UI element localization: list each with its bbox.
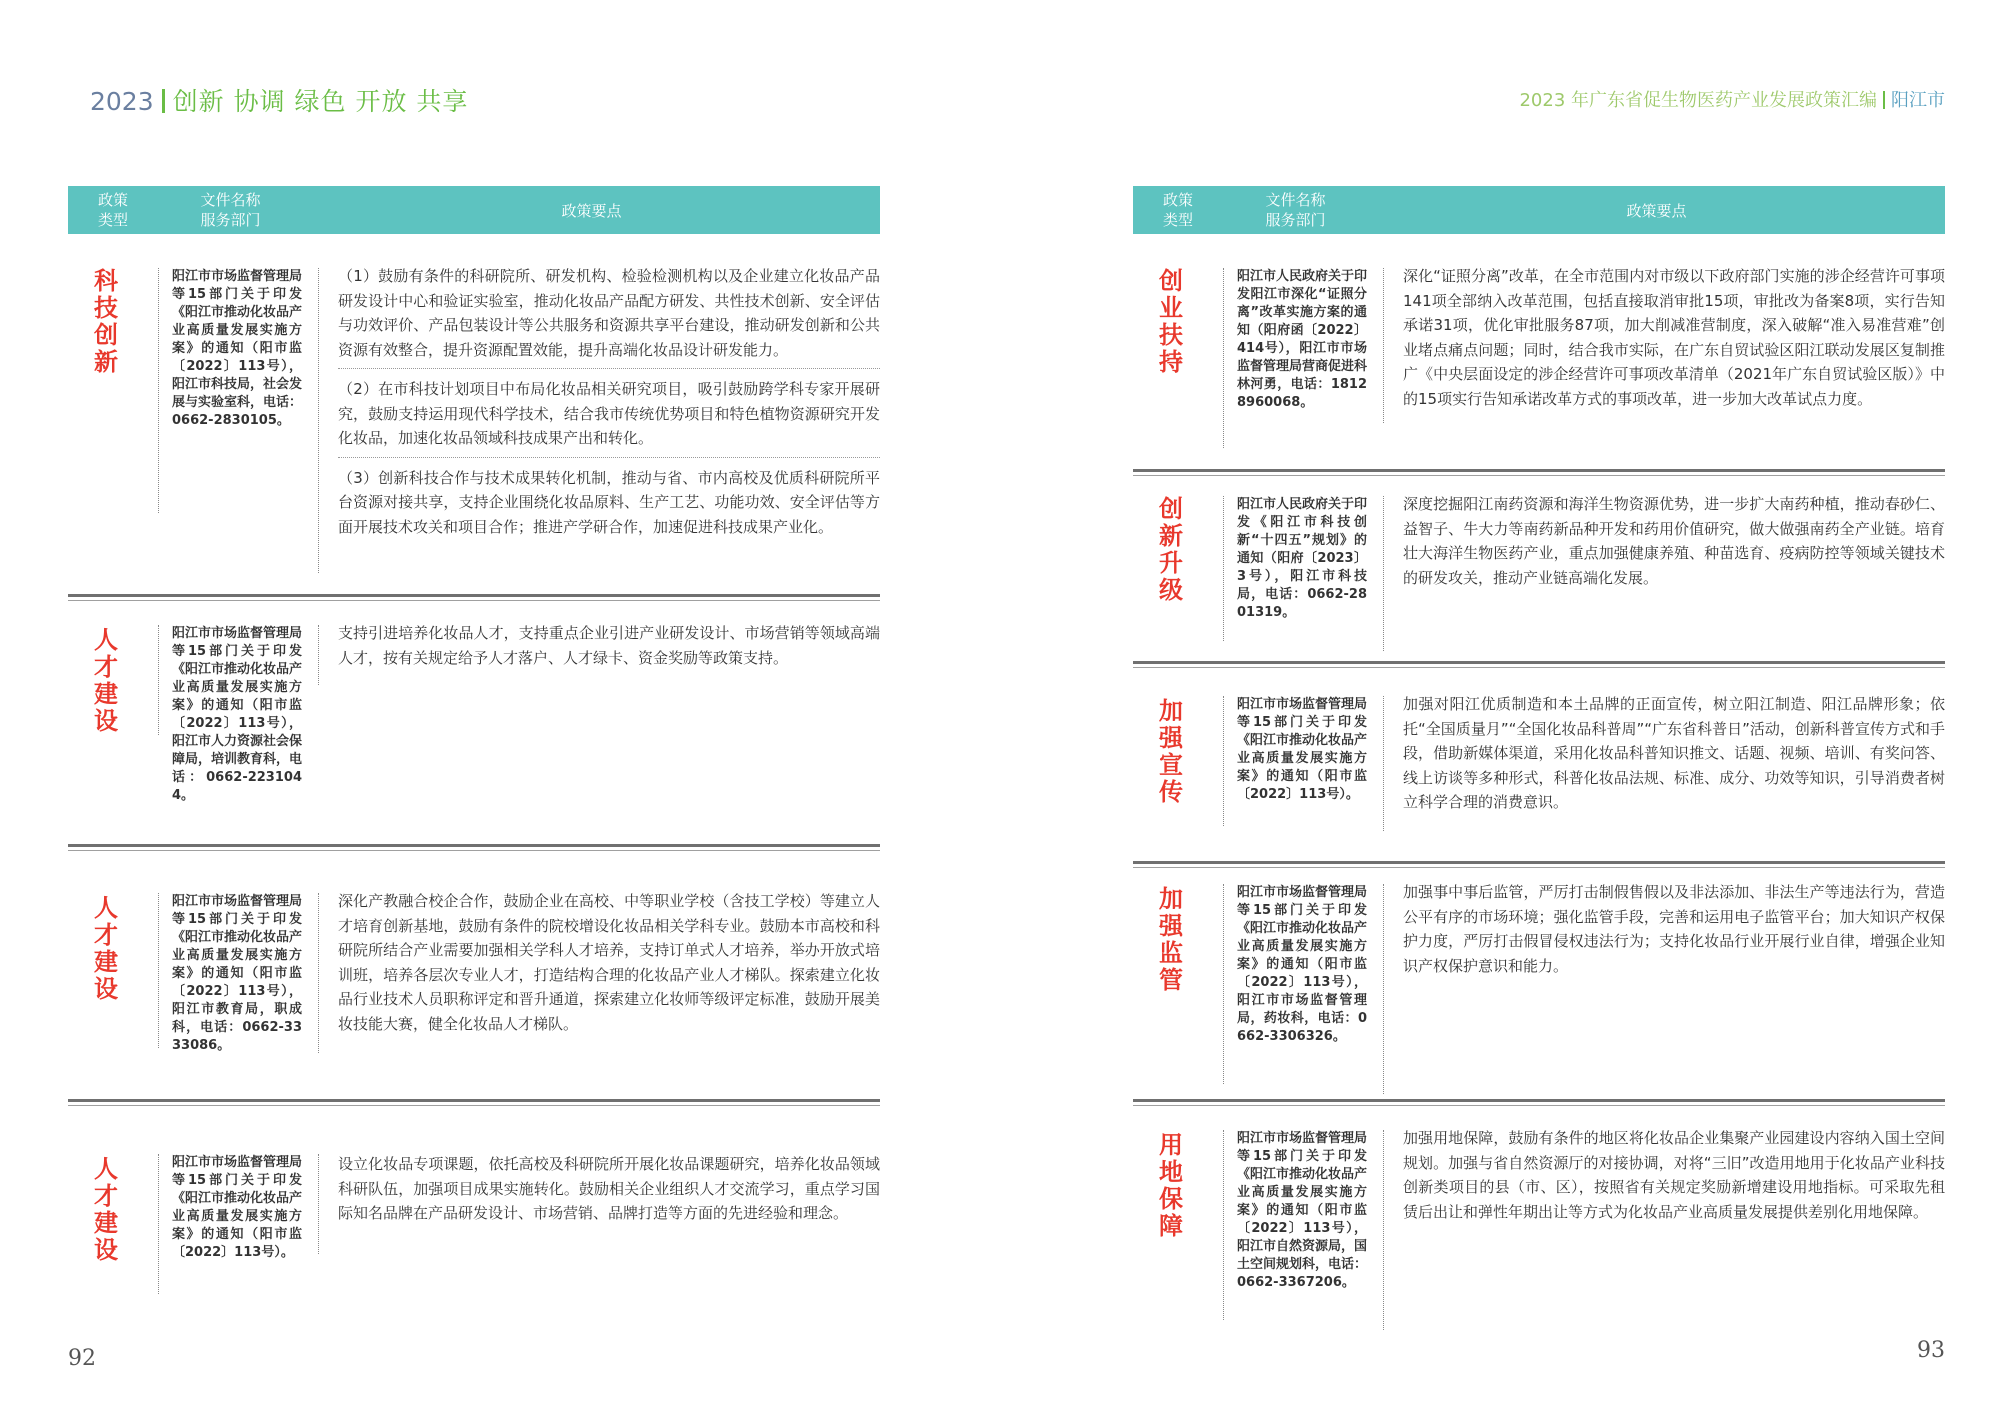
column-divider bbox=[1383, 496, 1384, 651]
policy-point: （3）创新科技合作与技术成果转化机制，推动与省、市内高校及优质科研院所平台资源对接共享，支持企业围绕化妆品原料、生产工艺、功能功效、安全评估等方面开展技术攻关和项目合作；推进产学研合作，加速促进科技成果产业化。 bbox=[338, 457, 880, 546]
policy-type: 人 才 建 设 bbox=[94, 1155, 118, 1264]
document-name: 阳江市市场监督管理局等15部门关于印发《阳江市推动化妆品产业高质量发展实施方案》的通知（阳市监〔2022〕113号），阳江市人力资源社会保障局，培训教育科，电话：0662-2231044。 bbox=[172, 626, 303, 803]
document-name: 阳江市人民政府关于印发《阳江市科技创新“十四五”规划》的通知（阳府〔2023〕3号），阳江市科技局，电话：0662-2801319。 bbox=[1237, 497, 1368, 620]
document-name: 阳江市市场监督管理局等15部门关于印发《阳江市推动化妆品产业高质量发展实施方案》的通知（阳市监〔2022〕113号），阳江市自然资源局，国土空间规划科，电话：0662-3367206。 bbox=[1237, 1131, 1368, 1290]
column-divider bbox=[1383, 696, 1384, 831]
policy-points bbox=[1403, 692, 1945, 821]
document-name: 阳江市市场监督管理局等15部门关于印发《阳江市推动化妆品产业高质量发展实施方案》的通知（阳市监〔2022〕113号），阳江市市场监督管理局，药妆科，电话：0662-3306326。 bbox=[1237, 885, 1368, 1044]
header-city: 阳江市 bbox=[1891, 90, 1945, 111]
column-divider bbox=[1223, 496, 1224, 641]
policy-row bbox=[1133, 1099, 1945, 1332]
policy-point: 深化“证照分离”改革，在全市范围内对市级以下政府部门实施的涉企经营许可事项141项全部纳入改革范围，包括直接取消审批15项，审批改为备案8项，实行告知承诺31项，优化审批服务87项，加大削减准营制度，深入破解“准入易准营难”创业堵点痛点问题；同时，结合我市实际，在广东自贸试验区阳江联动发展区复制推广《中央层面设定的涉企经营许可事项改革清单（2021年广东自贸试验区版）》中的15项实行告知承诺改革方式的事项改革，进一步加大改革试点力度。 bbox=[1403, 267, 1945, 408]
page-number: 92 bbox=[68, 1346, 96, 1371]
policy-type: 用 地 保 障 bbox=[1159, 1131, 1183, 1240]
policy-points bbox=[338, 264, 880, 545]
policy-points bbox=[1403, 492, 1945, 596]
policy-point: 加强事中事后监管，严厉打击制假售假以及非法添加、非法生产等违法行为，营造公平有序的市场环境；强化监管手段，完善和运用电子监管平台；加大知识产权保护力度，严厉打击假冒侵权违法行为；支持化妆品行业开展行业自律，增强企业知识产权保护意识和能力。 bbox=[1403, 883, 1945, 975]
column-divider bbox=[158, 1154, 159, 1294]
policy-point: （2）在市科技计划项目中布局化妆品相关研究项目，吸引鼓励跨学科专家开展研究，鼓励支持运用现代科学技术，结合我市传统优势项目和特色植物资源研究开发化妆品，加速化妆品领域科技成果产出和转化。 bbox=[338, 368, 880, 457]
policy-point: （1）鼓励有条件的科研院所、研发机构、检验检测机构以及企业建立化妆品产品研发设计中心和验证实验室，推动化妆品产品配方研发、共性技术创新、安全评估与功效评价、产品包装设计等公共服务和资源共享平台建设，推动研发创新和公共资源有效整合，提升资源配置效能，提升高端化妆品设计研发能力。 bbox=[338, 267, 880, 359]
column-divider bbox=[318, 268, 319, 573]
document-name: 阳江市市场监督管理局等15部门关于印发《阳江市推动化妆品产业高质量发展实施方案》的通知（阳市监〔2022〕113号）。 bbox=[1237, 697, 1368, 802]
document-name: 阳江市市场监督管理局等15部门关于印发《阳江市推动化妆品产业高质量发展实施方案》的通知（阳市监〔2022〕113号），阳江市教育局，职成科，电话：0662-3333086。 bbox=[172, 894, 303, 1053]
policy-type: 创 新 升 级 bbox=[1159, 495, 1183, 604]
policy-points bbox=[338, 889, 880, 1042]
col-policy-type: 政策 类型 bbox=[97, 191, 128, 229]
book-title: 2023 年广东省促生物医药产业发展政策汇编 bbox=[1519, 90, 1877, 111]
column-divider bbox=[1383, 1130, 1384, 1330]
column-divider bbox=[158, 893, 159, 1048]
table-header bbox=[68, 186, 880, 234]
col-document: 文件名称 服务部门 bbox=[1265, 191, 1326, 229]
policy-point: 深度挖掘阳江南药资源和海洋生物资源优势，进一步扩大南药种植，推动春砂仁、益智子、牛大力等南药新品种开发和药用价值研究，做大做强南药全产业链。培育壮大海洋生物医药产业，重点加强健康养殖、种苗选育、疫病防控等领域关键技术的研发攻关，推动产业链高端化发展。 bbox=[1403, 495, 1945, 587]
policy-type: 人 才 建 设 bbox=[94, 894, 118, 1003]
column-divider bbox=[318, 1154, 319, 1254]
policy-point: 加强用地保障，鼓励有条件的地区将化妆品企业集聚产业园建设内容纳入国土空间规划。加强与省自然资源厅的对接协调，对将“三旧”改造用地用于化妆品产业科技创新类项目的县（市、区），按照省有关规定奖励新增建设用地指标。可采取先租赁后出让和弹性年期出让等方式为化妆品产业高质量发展提供差别化用地保障。 bbox=[1403, 1129, 1945, 1221]
policy-points bbox=[1403, 880, 1945, 984]
policy-points bbox=[338, 1152, 880, 1232]
header-divider bbox=[162, 89, 165, 113]
policy-type: 加 强 宣 传 bbox=[1159, 697, 1183, 806]
col-document: 文件名称 服务部门 bbox=[200, 191, 261, 229]
policy-point: 支持引进培养化妆品人才，支持重点企业引进产业研发设计、市场营销等领域高端人才，按有关规定给予人才落户、人才绿卡、资金奖励等政策支持。 bbox=[338, 624, 880, 667]
header-slogan: 创新 协调 绿色 开放 共享 bbox=[172, 87, 469, 116]
policy-points bbox=[1403, 264, 1945, 417]
document-name: 阳江市人民政府关于印发阳江市深化“证照分离”改革实施方案的通知（阳府函〔2022〕414号），阳江市市场监督管理局营商促进科林河勇，电话：18128960068。 bbox=[1237, 269, 1368, 410]
right-page bbox=[1000, 0, 2000, 1419]
col-points: 政策要点 bbox=[1626, 202, 1687, 220]
policy-point: 加强对阳江优质制造和本土品牌的正面宣传，树立阳江制造、阳江品牌形象；依托“全国质量月”“全国化妆品科普周”“广东省科普日”活动，创新科普宣传方式和手段，借助新媒体渠道，采用化妆品科普知识推文、话题、视频、培训、有奖问答、线上访谈等多种形式，科普化妆品法规、标准、成分、功效等知识，引导消费者树立科学合理的消费意识。 bbox=[1403, 695, 1945, 811]
column-divider bbox=[1223, 696, 1224, 826]
col-points: 政策要点 bbox=[561, 202, 622, 220]
policy-row bbox=[1133, 661, 1945, 864]
policy-row bbox=[68, 1099, 880, 1332]
policy-row bbox=[1133, 861, 1945, 1102]
column-divider bbox=[1383, 884, 1384, 1094]
policy-row bbox=[68, 234, 880, 594]
page-number: 93 bbox=[1917, 1338, 1945, 1363]
policy-row bbox=[1133, 469, 1945, 664]
policy-points bbox=[1403, 1126, 1945, 1230]
policy-point: 深化产教融合校企合作，鼓励企业在高校、中等职业学校（含技工学校）等建立人才培育创新基地，鼓励有条件的院校增设化妆品相关学科专业。鼓励本市高校和科研院所结合产业需要加强相关学科人才培养，支持订单式人才培养，举办开放式培训班，培养各层次专业人才，打造结构合理的化妆品产业人才梯队。探索建立化妆品行业技术人员职称评定和晋升通道，探索建立化妆师等级评定标准，鼓励开展美妆技能大赛，健全化妆品人才梯队。 bbox=[338, 892, 880, 1033]
policy-points bbox=[338, 621, 880, 676]
policy-point: 设立化妆品专项课题，依托高校及科研院所开展化妆品课题研究，培养化妆品领域科研队伍，加强项目成果实施转化。鼓励相关企业组织人才交流学习，重点学习国际知名品牌在产品研发设计、市场营销、品牌打造等方面的先进经验和理念。 bbox=[338, 1155, 880, 1222]
column-divider bbox=[318, 625, 319, 685]
header-left bbox=[90, 82, 468, 118]
column-divider bbox=[1223, 884, 1224, 1084]
document-name: 阳江市市场监督管理局等15部门关于印发《阳江市推动化妆品产业高质量发展实施方案》的通知（阳市监〔2022〕113号）。 bbox=[172, 1155, 303, 1260]
policy-type: 科 技 创 新 bbox=[94, 267, 118, 376]
policy-type: 加 强 监 管 bbox=[1159, 885, 1183, 994]
col-policy-type: 政策 类型 bbox=[1162, 191, 1193, 229]
column-divider bbox=[158, 625, 159, 735]
header-divider bbox=[1883, 91, 1885, 109]
column-divider bbox=[158, 268, 159, 513]
policy-type: 创 业 扶 持 bbox=[1159, 267, 1183, 376]
column-divider bbox=[318, 893, 319, 1053]
policy-row bbox=[68, 844, 880, 1102]
document-name: 阳江市市场监督管理局等15部门关于印发《阳江市推动化妆品产业高质量发展实施方案》的通知（阳市监〔2022〕113号），阳江市科技局，社会发展与实验室科，电话：0662-2830105。 bbox=[172, 269, 303, 428]
policy-row bbox=[68, 594, 880, 847]
policy-type: 人 才 建 设 bbox=[94, 626, 118, 735]
column-divider bbox=[1223, 268, 1224, 448]
policy-row bbox=[1133, 234, 1945, 469]
column-divider bbox=[1223, 1130, 1224, 1320]
column-divider bbox=[1383, 268, 1384, 423]
header-year: 2023 bbox=[90, 87, 154, 116]
table-header bbox=[1133, 186, 1945, 234]
header-right bbox=[1519, 86, 1945, 112]
